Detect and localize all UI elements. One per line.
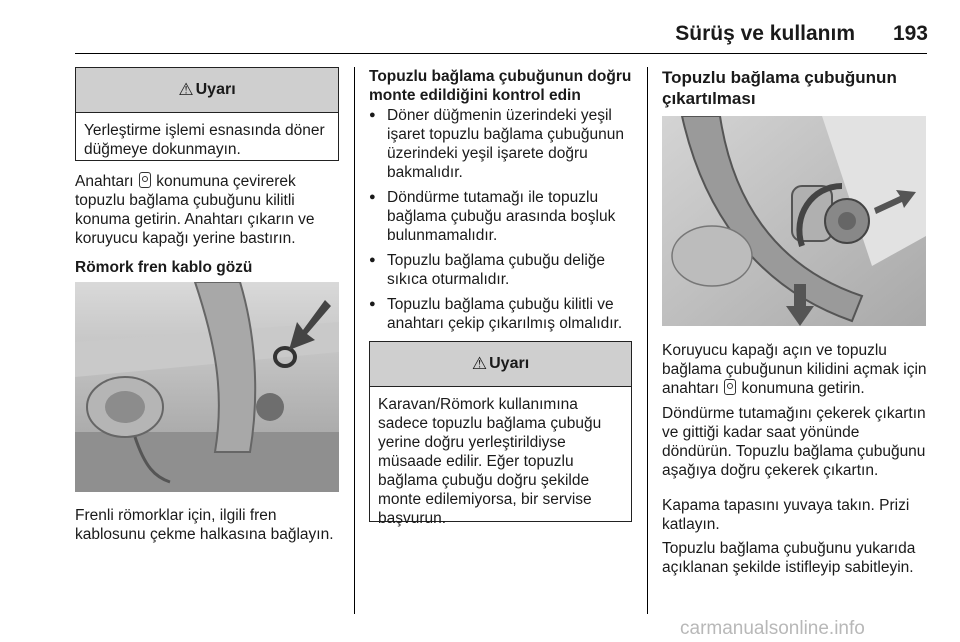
caption-brake-cable: Frenli römorklar için, ilgili fren kablosunu çekme halkasına bağlayın. (75, 507, 334, 543)
header-rule (75, 53, 927, 54)
warning-box-1 (75, 67, 339, 161)
column-divider-2 (647, 67, 648, 614)
list-item: ● Topuzlu bağlama çubuğu kilitli ve anahtarı çekip çıkarılmış olmalıdır. (369, 295, 634, 333)
warning-box-2 (369, 341, 632, 527)
paragraph-lock-key: Anahtarı konumuna çevirerek topuzlu bağlama çubuğunu kilitli konuma getirin. Anahtarı çıkarın ve koruyucu kapağı yerine bastırın. (75, 173, 315, 247)
paragraph-open-cover: Koruyucu kapağı açın ve topuzlu bağlama çubuğunun kilidini açmak için anahtarı konumuna getirin. (662, 342, 927, 397)
check-list (369, 106, 634, 339)
warning-triangle-icon: ⚠ (178, 80, 194, 99)
key-locked-icon (139, 172, 151, 188)
warning-text: Karavan/Römork kullanımına sadece topuzlu bağlama çubuğu yerine doğru yerleştirildiyse müsaade edilir. Eğer topuzlu bağlama çubuğu doğru şekilde monte edilemiyorsa, bir servise başvurun. (378, 396, 602, 527)
warning-header (76, 68, 338, 113)
warning-triangle-icon: ⚠ (471, 354, 488, 373)
removal-photo (662, 116, 926, 326)
warning-text: Yerleştirme işlemi esnasında döner düğmeye dokunmayın. (84, 122, 325, 158)
key-unlocked-icon (724, 379, 736, 395)
brake-cable-eye-photo (75, 282, 339, 492)
warning-header (370, 342, 631, 387)
list-item: ● Döndürme tutamağı ile topuzlu bağlama çubuğu arasında boşluk bulunmamalıdır. (369, 188, 634, 245)
running-header: Sürüş ve kullanım (675, 22, 855, 45)
warning-title: Uyarı (195, 81, 236, 98)
list-item: ● Topuzlu bağlama çubuğu deliğe sıkıca oturmalıdır. (369, 251, 634, 289)
page-number: 193 (892, 22, 928, 45)
column-divider-1 (354, 67, 355, 614)
paragraph-insert-plug: Kapama tapasını yuvaya takın. Prizi katlayın. (662, 497, 910, 533)
watermark: carmanualsonline.info (680, 618, 865, 639)
section-heading-check-mounting: Topuzlu bağlama çubuğunun doğru monte edildiğini kontrol edin (369, 68, 632, 104)
paragraph-pull-handle: Döndürme tutamağını çekerek çıkartın ve gittiği kadar saat yönünde döndürün. Topuzlu bağlama çubuğunu aşağıya doğru çekerek çıkartın. (662, 405, 926, 479)
paragraph-stow: Topuzlu bağlama çubuğunu yukarıda açıklanan şekilde istifleyip sabitleyin. (662, 540, 916, 576)
list-item: ● Döner düğmenin üzerindeki yeşil işaret topuzlu bağlama çubuğunun üzerindeki yeşil işarete doğru bakmalıdır. (369, 106, 634, 182)
section-heading-brake-cable: Römork fren kablo gözü (75, 259, 253, 276)
section-heading-removal: Topuzlu bağlama çubuğunun çıkartılması (662, 68, 897, 108)
warning-title: Uyarı (489, 355, 530, 372)
